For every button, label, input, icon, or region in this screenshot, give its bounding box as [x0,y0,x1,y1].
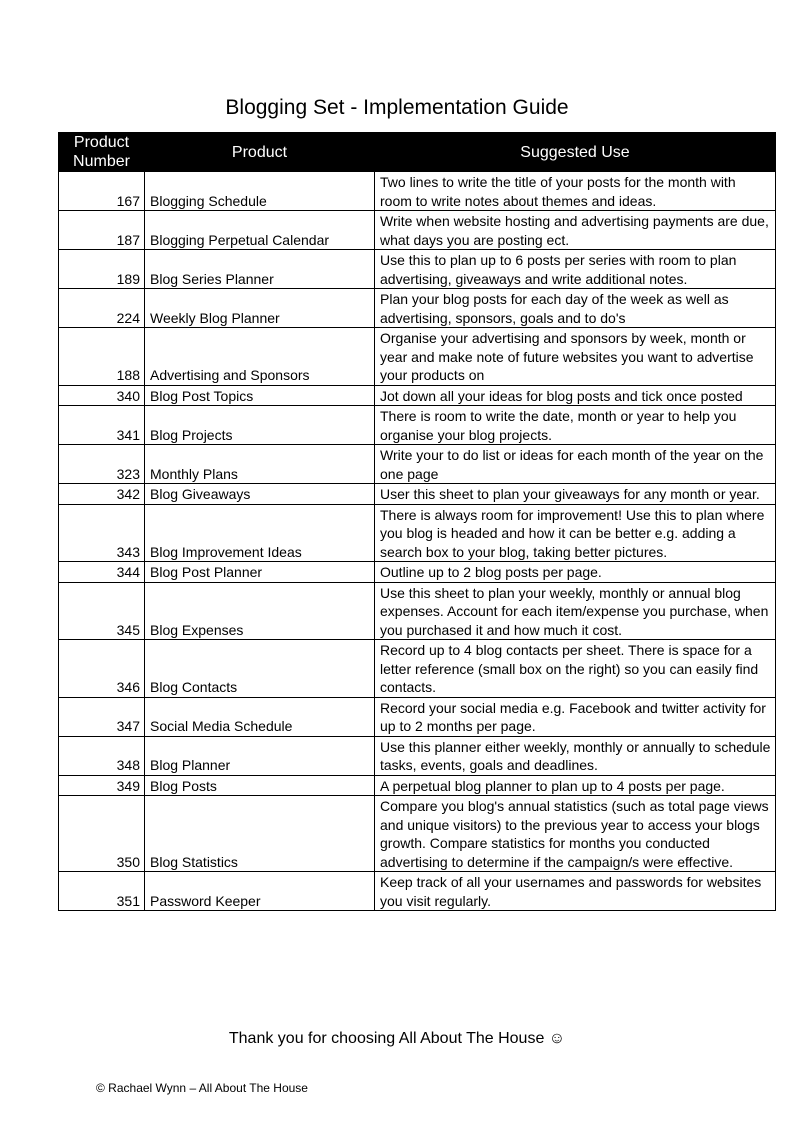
header-suggested-use: Suggested Use [375,133,776,172]
product-number-cell: 187 [59,211,145,250]
suggested-use-cell: User this sheet to plan your giveaways for any month or year. [375,484,776,505]
suggested-use-cell: Record your social media e.g. Facebook and twitter activity for up to 2 months per page. [375,697,776,736]
implementation-guide-table [58,132,776,911]
product-number-cell: 348 [59,736,145,775]
product-name-cell: Blog Statistics [145,796,375,872]
product-name-cell: Blog Giveaways [145,484,375,505]
product-number-cell: 346 [59,640,145,698]
product-number-cell: 345 [59,582,145,640]
suggested-use-cell: Use this sheet to plan your weekly, monthly or annual blog expenses. Account for each item/expense you purchase, when you purchased it and how much it cost. [375,582,776,640]
product-name-cell: Password Keeper [145,872,375,911]
table-row [59,504,776,562]
table-row [59,796,776,872]
product-number-cell: 340 [59,385,145,406]
product-name-cell: Blog Projects [145,406,375,445]
product-name-cell: Blog Planner [145,736,375,775]
product-name-cell: Blog Posts [145,775,375,796]
product-name-cell: Blogging Schedule [145,172,375,211]
suggested-use-cell: Keep track of all your usernames and passwords for websites you visit regularly. [375,872,776,911]
suggested-use-cell: Organise your advertising and sponsors by week, month or year and make note of future websites you want to advertise your products on [375,328,776,386]
table-row [59,484,776,505]
suggested-use-cell: Plan your blog posts for each day of the week as well as advertising, sponsors, goals and to do's [375,289,776,328]
table-row [59,328,776,386]
header-product-number: Product Number [59,133,145,172]
product-name-cell: Blog Post Topics [145,385,375,406]
suggested-use-cell: Record up to 4 blog contacts per sheet. There is space for a letter reference (small box on the right) so you can easily find contacts. [375,640,776,698]
table-row [59,697,776,736]
header-product: Product [145,133,375,172]
product-name-cell: Blog Expenses [145,582,375,640]
product-name-cell: Weekly Blog Planner [145,289,375,328]
suggested-use-cell: A perpetual blog planner to plan up to 4 posts per page. [375,775,776,796]
table-header-row [59,133,776,172]
product-number-cell: 342 [59,484,145,505]
product-name-cell: Social Media Schedule [145,697,375,736]
product-number-cell: 347 [59,697,145,736]
suggested-use-cell: Two lines to write the title of your posts for the month with room to write notes about themes and ideas. [375,172,776,211]
table-body [59,172,776,911]
product-name-cell: Blog Improvement Ideas [145,504,375,562]
table-row [59,406,776,445]
product-name-cell: Blog Series Planner [145,250,375,289]
page-title: Blogging Set - Implementation Guide [225,96,569,119]
table-row [59,445,776,484]
product-name-cell: Monthly Plans [145,445,375,484]
product-number-cell: 189 [59,250,145,289]
suggested-use-cell: There is always room for improvement! Use this to plan where you blog is headed and how it can be better e.g. adding a search box to your blog, taking better pictures. [375,504,776,562]
table-row [59,562,776,583]
product-name-cell: Blog Contacts [145,640,375,698]
suggested-use-cell: Jot down all your ideas for blog posts and tick once posted [375,385,776,406]
product-number-cell: 350 [59,796,145,872]
table-row [59,582,776,640]
copyright-footer: © Rachael Wynn – All About The House [96,1081,308,1095]
suggested-use-cell: Write your to do list or ideas for each month of the year on the one page [375,445,776,484]
thank-you-message: Thank you for choosing All About The House ☺ [228,1030,566,1047]
product-number-cell: 167 [59,172,145,211]
product-number-cell: 323 [59,445,145,484]
table-row [59,872,776,911]
suggested-use-cell: Compare you blog's annual statistics (such as total page views and unique visitors) to the previous year to access your blogs growth. Compare statistics for months you conducted advertising to determine if the campaign/s were effective. [375,796,776,872]
table-row [59,775,776,796]
product-number-cell: 341 [59,406,145,445]
suggested-use-cell: Use this to plan up to 6 posts per series with room to plan advertising, giveaways and write additional notes. [375,250,776,289]
table-row [59,385,776,406]
table-row [59,640,776,698]
suggested-use-cell: Use this planner either weekly, monthly or annually to schedule tasks, events, goals and deadlines. [375,736,776,775]
product-number-cell: 344 [59,562,145,583]
table-row [59,211,776,250]
product-name-cell: Blogging Perpetual Calendar [145,211,375,250]
suggested-use-cell: Outline up to 2 blog posts per page. [375,562,776,583]
product-number-cell: 349 [59,775,145,796]
suggested-use-cell: There is room to write the date, month or year to help you organise your blog projects. [375,406,776,445]
product-number-cell: 224 [59,289,145,328]
product-number-cell: 188 [59,328,145,386]
product-name-cell: Advertising and Sponsors [145,328,375,386]
suggested-use-cell: Write when website hosting and advertising payments are due, what days you are posting ect. [375,211,776,250]
product-number-cell: 343 [59,504,145,562]
product-name-cell: Blog Post Planner [145,562,375,583]
table-row [59,736,776,775]
product-number-cell: 351 [59,872,145,911]
table-row [59,289,776,328]
table-row [59,250,776,289]
table-row [59,172,776,211]
